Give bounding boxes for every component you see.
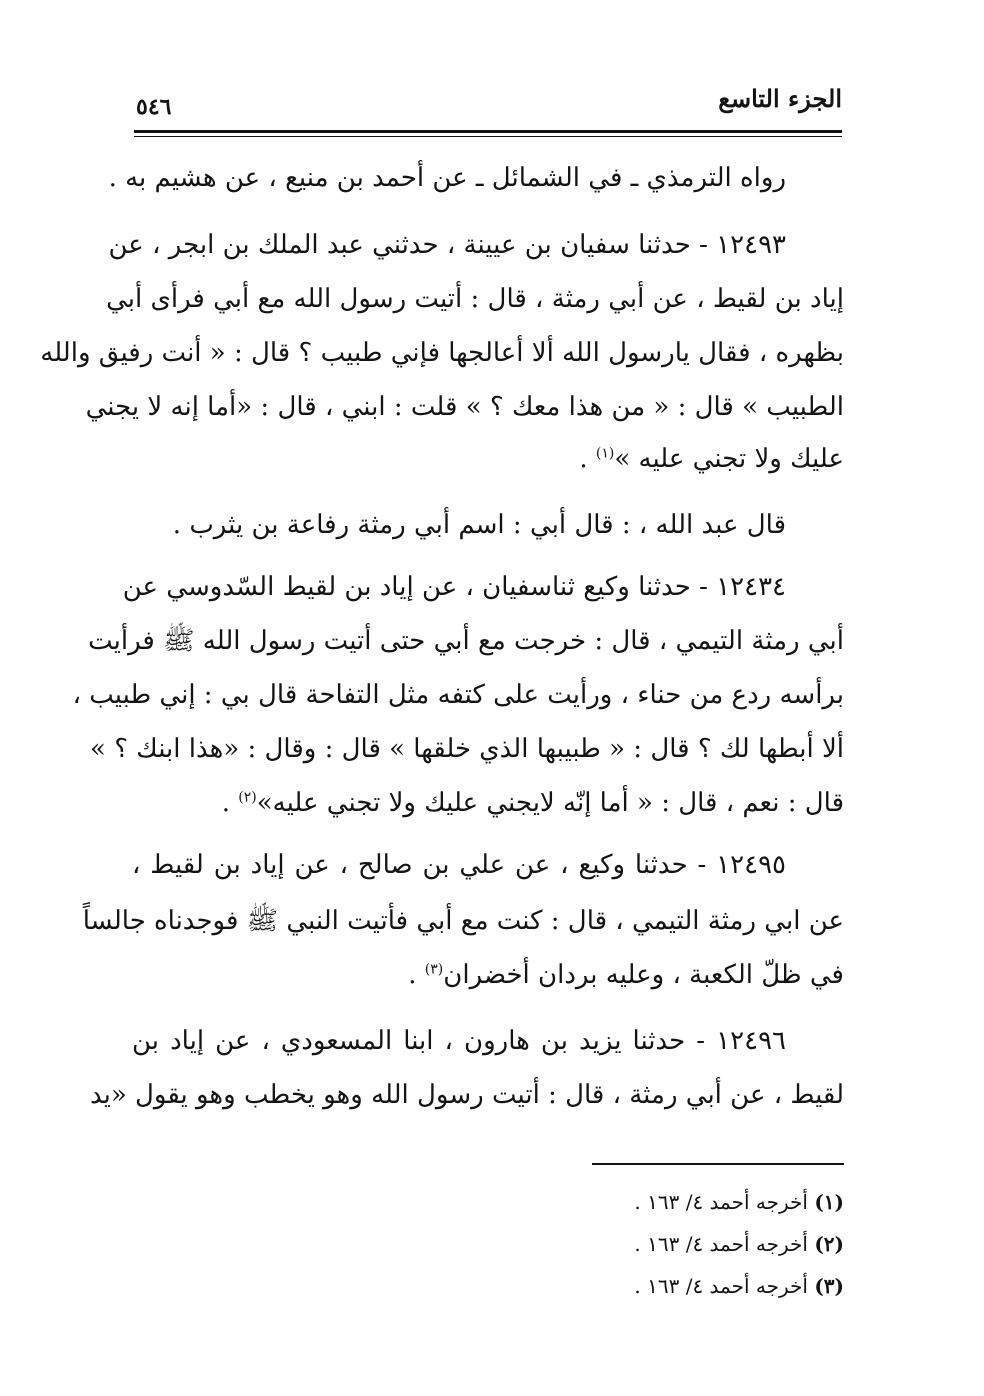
footnote-text: أخرجه أحمد ٤/ ١٦٣ .: [634, 1274, 808, 1298]
line-end: .: [408, 960, 425, 990]
text-line: بظهره ، فقال يارسول الله ألا أعالجها فإني طبيب ؟ قال : « أنت رفيق والله: [40, 338, 844, 368]
text-line: [132, 439, 844, 479]
footnote-number: (١): [814, 1190, 844, 1214]
footnote: [500, 1187, 844, 1217]
line-text: عليك ولا تجني عليه »: [614, 444, 844, 474]
text-line: ١٢٤٩٥ - حدثنا وكيع ، عن علي بن صالح ، عن إياد بن لقيط ،: [132, 850, 786, 880]
header-rule-thick: [134, 130, 842, 133]
text-line: ١٢٤٩٦ - حدثنا يزيد بن هارون ، ابنا المسعودي ، عن إياد بن: [132, 1026, 786, 1056]
footnote-number: (٢): [814, 1232, 844, 1256]
text-line: إياد بن لقيط ، عن أبي رمثة ، قال : أتيت رسول الله مع أبي فرأى أبي: [106, 284, 844, 314]
text-line: [132, 783, 844, 823]
footnote: [500, 1271, 844, 1301]
footnote-marker: (٢): [238, 789, 257, 806]
text-line: [132, 955, 844, 995]
text-line: رواه الترمذي ـ في الشمائل ـ عن أحمد بن منيع ، عن هشيم به .: [108, 163, 786, 193]
page-number: ٥٤٦: [136, 94, 172, 120]
footnote-rule: [592, 1163, 844, 1165]
footnote-marker: (٣): [424, 961, 444, 978]
text-line: الطبيب » قال : « من هذا معك ؟ » قلت : ابني ، قال : «أما إنه لا يجني: [85, 392, 844, 422]
text-line: ١٢٤٣٤ - حدثنا وكيع ثناسفيان ، عن إياد بن لقيط السّدوسي عن: [122, 572, 786, 602]
footnote-number: (٣): [814, 1274, 844, 1298]
line-end: .: [579, 444, 596, 474]
line-text: في ظلّ الكعبة ، وعليه بردان أخضران: [443, 960, 844, 990]
text-line: أبي رمثة التيمي ، قال : خرجت مع أبي حتى أتيت رسول الله ﷺ فرأيت: [88, 626, 844, 656]
footnote-text: أخرجه أحمد ٤/ ١٦٣ .: [634, 1190, 808, 1214]
text-line: ١٢٤٩٣ - حدثنا سفيان بن عيينة ، حدثني عبد الملك بن ابجر ، عن: [108, 230, 786, 260]
line-text: قال : نعم ، قال : « أما إنّه لايجني عليك ولا تجني عليه»: [256, 788, 844, 818]
footnote-text: أخرجه أحمد ٤/ ١٦٣ .: [634, 1232, 808, 1256]
text-line: عن ابي رمثة التيمي ، قال : كنت مع أبي فأتيت النبي ﷺ فوجدناه جالساً: [82, 906, 844, 936]
header-rule-thin: [134, 136, 842, 137]
page-header: [134, 84, 842, 132]
text-line: قال عبد الله ، : قال أبي : اسم أبي رمثة رفاعة بن يثرب .: [172, 510, 786, 540]
footnote-marker: (١): [595, 445, 615, 462]
running-title: الجزء التاسع: [718, 84, 842, 113]
line-end: .: [221, 788, 239, 818]
text-line: ألا أبطها لك ؟ قال : « طبيبها الذي خلقها » قال : وقال : «هذا ابنك ؟ »: [90, 734, 844, 764]
footnote: [500, 1229, 844, 1259]
text-line: لقيط ، عن أبي رمثة ، قال : أتيت رسول الله وهو يخطب وهو يقول «يد: [89, 1080, 844, 1110]
text-line: برأسه ردع من حناء ، ورأيت على كتفه مثل التفاحة قال بي : إني طبيب ،: [72, 680, 844, 710]
